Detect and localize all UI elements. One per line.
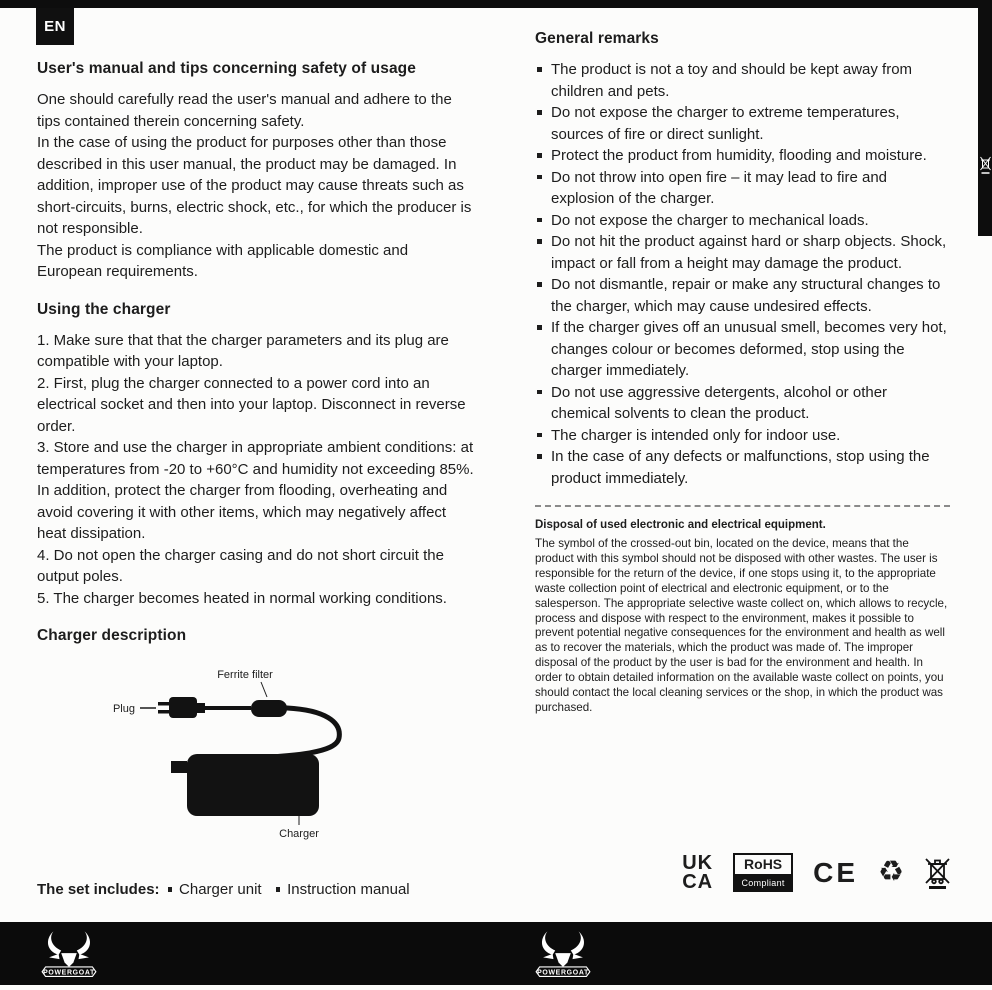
general-remarks-list xyxy=(535,59,950,489)
usage-step: 4. Do not open the charger casing and do not short circuit the output poles. xyxy=(37,546,444,585)
language-badge-label: EN xyxy=(44,18,66,35)
page-edge-strip xyxy=(978,0,992,236)
powergoat-logo-text: POWERGOAT xyxy=(537,969,589,977)
ce-mark: CE xyxy=(813,856,858,888)
charger-diagram xyxy=(37,662,477,845)
rohs-label: RoHS xyxy=(735,855,791,876)
language-badge xyxy=(36,8,74,45)
set-includes-label: The set includes: xyxy=(37,881,160,898)
usage-step: 2. First, plug the charger connected to a power cord into an electrical socket and then into your laptop. Disconnect in reverse order. xyxy=(37,374,466,435)
left-column xyxy=(37,8,477,898)
remark-item: Do not throw into open fire – it may lead to fire and explosion of the charger. xyxy=(535,167,950,210)
ferrite-leader-line xyxy=(261,682,267,697)
charger-body-icon xyxy=(187,754,319,816)
set-item-label: Charger unit xyxy=(179,881,262,898)
remark-item: Do not expose the charger to extreme temperatures, sources of fire or direct sunlight. xyxy=(535,102,950,145)
heading-general-remarks: General remarks xyxy=(535,30,659,47)
ukca-line1: UK xyxy=(682,852,714,875)
charger-connector-icon xyxy=(171,761,187,773)
set-item xyxy=(276,881,410,898)
disposal-heading: Disposal of used electronic and electrical equipment. xyxy=(535,519,826,531)
heading-using-charger: Using the charger xyxy=(37,300,171,318)
usage-steps xyxy=(37,330,477,610)
remark-item: Do not use aggressive detergents, alcohol or other chemical solvents to clean the product. xyxy=(535,382,950,425)
remark-item: If the charger gives off an unusual smell, becomes very hot, changes colour or becomes deformed, stop using the charger immediately. xyxy=(535,317,950,382)
footer-bar xyxy=(0,922,992,985)
charger-diagram-drawing xyxy=(37,662,467,840)
ferrite-filter-icon xyxy=(251,700,287,717)
square-bullet-icon xyxy=(168,887,173,892)
intro-paragraph: The product is compliance with applicable domestic and European requirements. xyxy=(37,241,409,280)
ferrite-filter-label: Ferrite filter xyxy=(217,669,273,681)
remark-item: Do not dismantle, repair or make any structural changes to the charger, which may cause undesired effects. xyxy=(535,274,950,317)
recycle-icon: ♻︎ xyxy=(878,856,904,888)
compliance-marks-row xyxy=(535,853,950,898)
remark-item: Do not expose the charger to mechanical loads. xyxy=(535,210,950,232)
right-column xyxy=(535,8,950,898)
top-border xyxy=(0,0,992,8)
usage-step: 3. Store and use the charger in appropriate ambient conditions: at temperatures from -20 to +60°C and humidity not exceeding 85%. In addition, protect the charger from flooding, overheating and avoid covering it with other items, which may negatively affect heat dissipation. xyxy=(37,439,474,542)
powergoat-logo xyxy=(30,927,108,980)
dashed-divider xyxy=(535,505,950,507)
remark-item: The product is not a toy and should be kept away from children and pets. xyxy=(535,59,950,102)
rohs-compliant-label: Compliant xyxy=(735,876,791,890)
rohs-mark xyxy=(733,853,793,892)
remark-item: The charger is intended only for indoor use. xyxy=(535,425,950,447)
plug-label: Plug xyxy=(112,703,135,715)
remark-item: Do not hit the product against hard or sharp objects. Shock, impact or fall from a height may damage the product. xyxy=(535,231,950,274)
set-item xyxy=(168,881,262,898)
powergoat-logo xyxy=(524,927,602,980)
weee-bin-icon xyxy=(924,856,950,890)
remark-item: Protect the product from humidity, flooding and moisture. xyxy=(535,145,950,167)
intro-paragraph: One should carefully read the user's manual and adhere to the tips contained therein concerning safety. xyxy=(37,91,452,130)
weee-bin-edge-icon xyxy=(980,146,991,186)
plug-icon xyxy=(158,697,205,718)
intro-paragraphs xyxy=(37,89,477,283)
intro-paragraph: In the case of using the product for purposes other than those described in this user manual, the product may be damaged. In addition, improper use of the product may cause threats such as short-circuits, burns, electric shock, etc., for which the producer is not responsible. xyxy=(37,134,472,237)
usage-step: 5. The charger becomes heated in normal working conditions. xyxy=(37,589,447,607)
ukca-line2: CA xyxy=(682,870,714,893)
ukca-mark xyxy=(682,854,713,891)
set-includes-row xyxy=(37,881,477,898)
square-bullet-icon xyxy=(276,887,281,892)
disposal-text: The symbol of the crossed-out bin, located on the device, means that the product with this symbol should not be disposed with other wastes. The user is responsible for the return of the device, if one stops using it, to the appropriate waste collection point of electrical and electronic equipment, or to the salesperson. The appropriate selective waste collect on, which allows to recycle, process and dispose with respect to the environment, makes it possible to prevent potential negative consequences for the environment and health as well as to recover the materials, which the product was made of. The improper disposal of the product by the user is bad for the environment and health. In order to obtain detailed information on the available waste collect on points, you should contact the local cleaning services or the shop, in which the product was purchased. xyxy=(535,537,948,714)
charger-label: Charger xyxy=(279,828,319,840)
heading-usage-safety: User's manual and tips concerning safety of usage xyxy=(37,60,416,77)
powergoat-logo-text: POWERGOAT xyxy=(43,969,95,977)
heading-charger-description: Charger description xyxy=(37,627,187,644)
set-item-label: Instruction manual xyxy=(287,881,410,898)
usage-step: 1. Make sure that that the charger parameters and its plug are compatible with your laptop. xyxy=(37,331,449,370)
remark-item: In the case of any defects or malfunctions, stop using the product immediately. xyxy=(535,446,950,489)
